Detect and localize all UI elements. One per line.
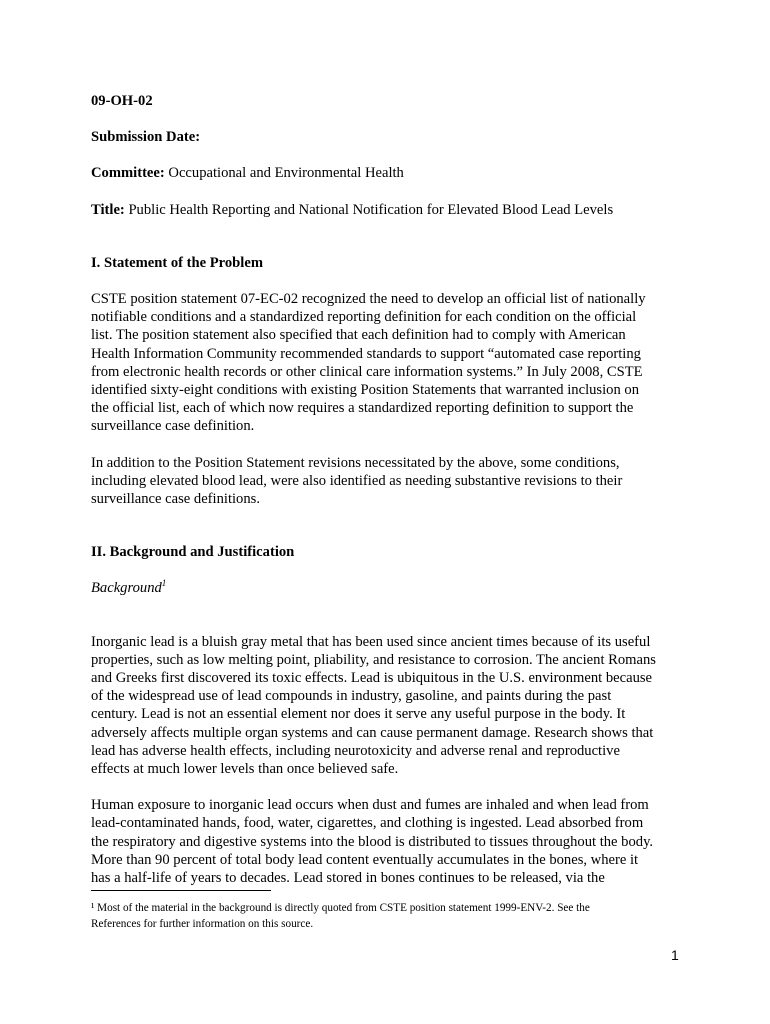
- text-line: century. Lead is not an essential element nor does it serve any useful purpose in the body. It: [91, 706, 626, 723]
- section-1-heading: I. Statement of the Problem: [91, 254, 263, 271]
- text-line: surveillance case definitions.: [91, 491, 260, 508]
- text-line: from electronic health records or other clinical care information systems.” In July 2008, CSTE: [91, 363, 643, 380]
- title-label: Title:: [91, 201, 125, 218]
- submission-date-label: Submission Date:: [91, 129, 201, 146]
- document-id: 09-OH-02: [91, 93, 153, 109]
- text-line: adversely affects multiple organ systems and can cause permanent damage. Research shows that: [91, 724, 654, 741]
- text-line: In addition to the Position Statement revisions necessitated by the above, some conditions,: [91, 454, 620, 471]
- committee-value: Occupational and Environmental Health: [168, 165, 404, 182]
- submission-date-line: [91, 128, 681, 146]
- text-line: Human exposure to inorganic lead occurs when dust and fumes are inhaled and when lead from: [91, 797, 649, 814]
- text-line: lead-contaminated hands, food, water, cigarettes, and clothing is ingested. Lead absorbed from: [91, 815, 644, 832]
- text-line: Health Information Community recommended standards to support “automated case reporting: [91, 345, 641, 362]
- text-line: has a half-life of years to decades. Lead stored in bones continues to be released, via the: [91, 870, 605, 887]
- section-1-paragraph-1: [91, 290, 681, 436]
- section-1-paragraph-2: [91, 454, 681, 509]
- committee-line: [91, 164, 681, 182]
- text-line: lead has adverse health effects, including neurotoxicity and adverse renal and reproductive: [91, 742, 620, 759]
- text-line: notifiable conditions and a standardized reporting definition for each condition on the official: [91, 309, 637, 326]
- text-line: the respiratory and digestive systems into the blood is distributed to tissues throughout the body.: [91, 833, 654, 850]
- text-line: Inorganic lead is a bluish gray metal that has been used since ancient times because of its useful: [91, 633, 651, 650]
- page-number: 1: [671, 947, 679, 963]
- section-2-paragraph-1: [91, 633, 681, 779]
- footnote: [91, 900, 691, 932]
- text-line: surveillance case definition.: [91, 418, 255, 435]
- text-line: effects at much lower levels than once believed safe.: [91, 761, 399, 778]
- text-line: including elevated blood lead, were also identified as needing substantive revisions to their: [91, 472, 623, 489]
- text-line: CSTE position statement 07-EC-02 recognized the need to develop an official list of nationally: [91, 291, 646, 308]
- title-line: [91, 201, 681, 219]
- footnote-divider: [91, 890, 271, 891]
- background-subheading: [91, 579, 681, 597]
- background-subheading-text: Background: [91, 580, 162, 597]
- text-line: More than 90 percent of total body lead content eventually accumulates in the bones, where it: [91, 851, 639, 868]
- committee-label: Committee:: [91, 165, 165, 182]
- text-line: of the widespread use of lead compounds in industry, gasoline, and paints during the past: [91, 688, 612, 705]
- section-2-heading: II. Background and Justification: [91, 544, 295, 561]
- document-body: [91, 92, 681, 887]
- section-2-paragraph-2: [91, 796, 681, 887]
- text-line: properties, such as low melting point, pliability, and resistance to corrosion. The ancient Romans: [91, 651, 656, 668]
- text-line: identified sixty-eight conditions with existing Position Statements that warranted inclusion on: [91, 382, 640, 399]
- footnote-line: ¹ Most of the material in the background is directly quoted from CSTE position statement 1999-ENV-2. See the: [91, 902, 590, 914]
- title-value: Public Health Reporting and National Notification for Elevated Blood Lead Levels: [128, 201, 614, 218]
- footnote-line: References for further information on this source.: [91, 918, 314, 930]
- footnote-marker: 1: [161, 578, 167, 589]
- text-line: list. The position statement also specified that each definition had to comply with American: [91, 327, 626, 344]
- text-line: and Greeks first discovered its toxic effects. Lead is ubiquitous in the U.S. environment because: [91, 670, 653, 687]
- text-line: the official list, each of which now requires a standardized reporting definition to support the: [91, 400, 634, 417]
